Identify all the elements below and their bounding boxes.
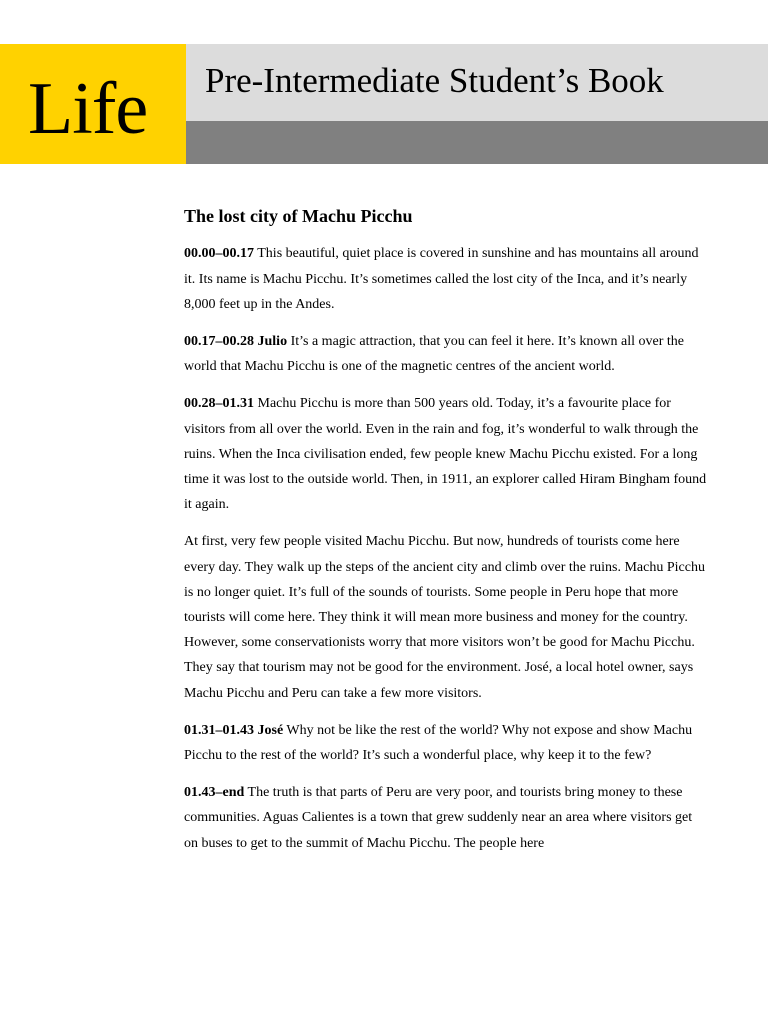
paragraph xyxy=(184,780,709,856)
timestamp: 00.17–00.28 Julio xyxy=(184,334,288,349)
life-logo: Life xyxy=(28,68,148,150)
document-heading: The lost city of Machu Picchu xyxy=(184,206,413,226)
paragraph-text: This beautiful, quiet place is covered in sunshine and has mountains all around it. Its name is Machu Picchu. It’s sometimes called the lost city of the Inca, and it’s nearly 8,000 feet up in the Andes. xyxy=(184,246,699,312)
timestamp: 00.28–01.31 xyxy=(184,396,254,412)
paragraph-text: The truth is that parts of Peru are very poor, and tourists bring money to these communities. Aguas Calientes is a town that grew suddenly near an area where visitors get on buses to get to the summit of Machu Picchu. The people here xyxy=(184,785,693,851)
paragraph xyxy=(184,391,709,517)
document-body xyxy=(184,205,709,868)
paragraph xyxy=(184,529,709,705)
timestamp: 01.31–01.43 José xyxy=(184,722,284,738)
paragraph-text: It’s a magic attraction, that you can feel it here. It’s known all over the world that Machu Picchu is one of the magnetic centres of the ancient world. xyxy=(184,334,684,375)
book-title: Pre-Intermediate Student’s Book xyxy=(205,61,664,100)
paragraph xyxy=(184,329,709,379)
timestamp: 00.00–00.17 xyxy=(184,246,254,262)
paragraph-text: Machu Picchu is more than 500 years old. Today, it’s a favourite place for visitors from all over the world. Even in the rain and fog, it’s wonderful to walk through the ruins. When the Inca civilisation ended, few people knew Machu Picchu existed. For a long time it was lost to the outside world. Then, in 1911, an explorer called Hiram Bingham found it again. xyxy=(184,396,707,513)
paragraph xyxy=(184,718,709,768)
timestamp: 01.43–end xyxy=(184,785,245,801)
paragraph-text: At first, very few people visited Machu Picchu. But now, hundreds of tourists come here every day. They walk up the steps of the ancient city and climb over the ruins. Machu Picchu is no longer quiet. It’s full of the sounds of tourists. Some people in Peru hope that more tourists will come here. They think it will mean more business and money for the country. However, some conservationists worry that more visitors won’t be good for Machu Picchu. They say that tourism may not be good for the environment. José, a local hotel owner, says Machu Picchu and Peru can take a few more visitors. xyxy=(184,534,705,701)
page-reference: 11f Page 139 xyxy=(391,257,461,272)
section-label: VIDEOSCRIPT xyxy=(481,257,572,272)
paragraph xyxy=(184,241,709,317)
paragraph-text: Why not be like the rest of the world? Why not expose and show Machu Picchu to the rest of the world? It’s such a wonderful place, why keep it to the few? xyxy=(184,722,693,764)
